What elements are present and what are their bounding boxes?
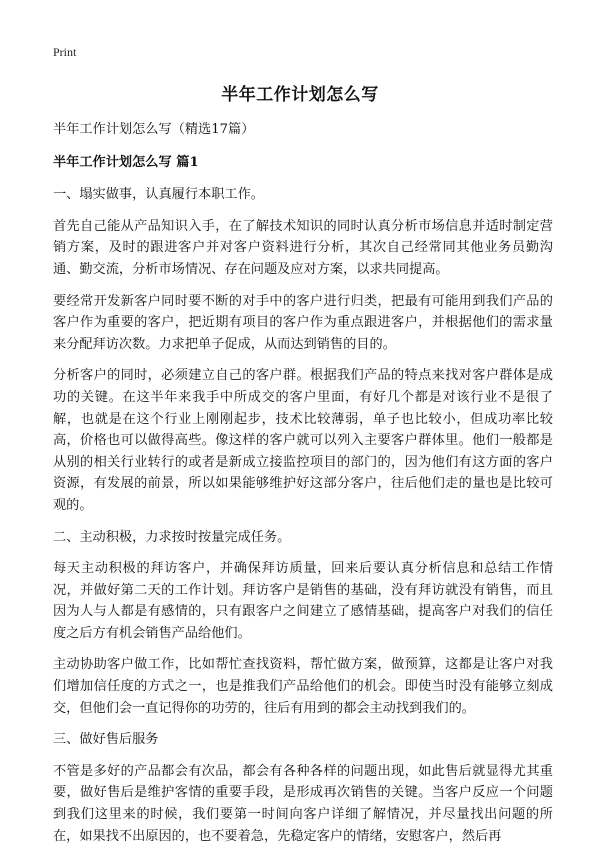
paragraph: 分析客户的同时，必须建立自己的客户群。根据我们产品的特点来找对客户群体是成功的关键。在这半年来我手中所成交的客户里面，有好几个都是对该行业不是很了解，也就是在这个行业上刚刚起步，技术比较薄弱，单子也比较小，但成功率比较高，价格也可以做得高些。像这样的客户就可以列入主要客户群体里。他们一般都是从别的相关行业转行的或者是新成立接监控项目的部门的，因为他们有这方面的客户资源，有发展的前景，所以如果能够维护好这部分客户，往后他们走的量也是比较可观的。 [53,368,553,513]
article-heading: 半年工作计划怎么写 篇1 [53,154,199,170]
document-body [53,119,553,857]
section-heading-3: 三、做好售后服务 [53,732,159,748]
paragraph: 每天主动积极的拜访客户，并确保拜访质量，回来后要认真分析信息和总结工作情况，并做好第二天的工作计划。拜访客户是销售的基础，没有拜访就没有销售，而且因为人与人都是有感情的，只有跟客户之间建立了感情基础，提高客户对我们的信任度之后方有机会销售产品给他们。 [53,561,553,641]
document-title: 半年工作计划怎么写 [221,85,379,105]
paragraph: 主动协助客户做工作，比如帮忙查找资料，帮忙做方案，做预算，这都是让客户对我们增加信任度的方式之一，也是推我们产品给他们的机会。即使当时没有能够立刻成交，但他们会一直记得你的功劳的，往后有用到的都会主动找到我们的。 [53,657,553,716]
section-heading-1: 一、塌实做事，认真履行本职工作。 [53,187,264,203]
section-heading-2: 二、主动积极，力求按时按量完成任务。 [53,529,291,545]
paragraph: 要经常开发新客户同时要不断的对手中的客户进行归类，把最有可能用到我们产品的客户作为重要的客户，把近期有项目的客户作为重点跟进客户，并根据他们的需求量来分配拜访次数。力求把单子促成，从而达到销售的目的。 [53,293,553,352]
print-link[interactable]: Print [53,45,77,59]
paragraph: 不管是多好的产品都会有次品，都会有各种各样的问题出现，如此售后就显得尤其重要，做好售后是维护客情的重要手段，是形成再次销售的关键。当客户反应一个问题到我们这里来的时候，我们要第一时间向客户详细了解情况，并尽量找出问题的所在，如果找不出原因的，也不要着急，先稳定客户的情绪，安慰客户，然后再 [53,763,553,844]
document-subtitle: 半年工作计划怎么写（精选17篇） [53,122,255,137]
paragraph: 首先自己能从产品知识入手，在了解技术知识的同时认真分析市场信息并适时制定营销方案，及时的跟进客户并对客户资料进行分析，其次自己经常同其他业务员勤沟通、勤交流，分析市场情况、存在问题及应对方案，以求共同提高。 [53,218,553,277]
